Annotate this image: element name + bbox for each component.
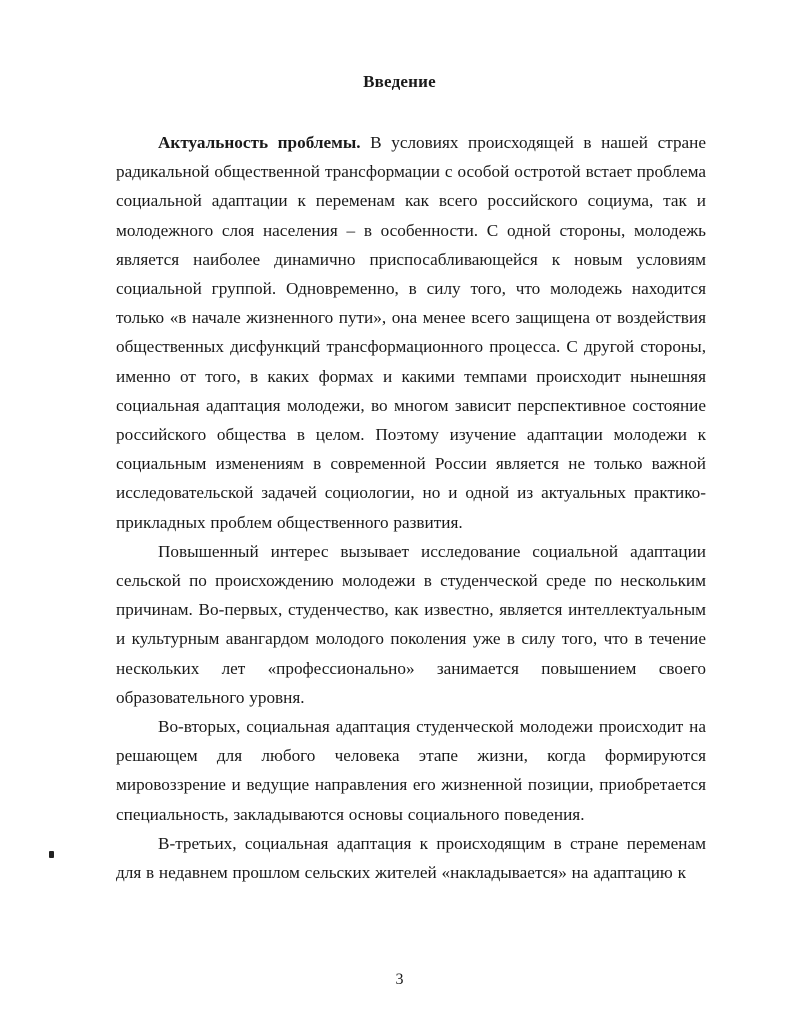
scan-mark xyxy=(49,851,54,858)
paragraph-4: В-третьих, социальная адаптация к происходящим в стране переменам для в недавнем прошлом сельских жителей «накладывается» на адаптацию к xyxy=(116,833,706,883)
page-number: 3 xyxy=(395,971,404,988)
paragraph-2: Повышенный интерес вызывает исследование социальной адаптации сельской по происхождению молодежи в студенческой среде по нескольким причинам. Во-первых, студенчество, как известно, является интеллектуальным и культурным авангардом молодого поколения уже в силу того, что в течение нескольких лет «профессионально» занимается повышением своего образовательного уровня. xyxy=(116,541,706,707)
section-title: Введение xyxy=(363,72,436,91)
paragraph-3: Во-вторых, социальная адаптация студенческой молодежи происходит на решающем для любого человека этапе жизни, когда формируются мировоззрение и ведущие направления его жизненной позиции, приобретается специальность, закладываются основы социального поведения. xyxy=(116,717,706,824)
paragraph-1-text: В условиях происходящей в нашей стране радикальной общественной трансформации с особой остротой встает проблема социальной адаптации к переменам как всего российского социума, так и молодежного слоя населения – в особенности. С одной стороны, молодежь является наиболее динамично приспосабливающейся к новым условиям социальной группой. Одновременно, в силу того, что молодежь находится только «в начале жизненного пути», она менее всего защищена от воздействия общественных дисфункций трансформационного процесса. С другой стороны, именно от того, в каких формах и какими темпами происходит нынешняя социальная адаптация молодежи, во многом зависит перспективное состояние российского общества в целом. Поэтому изучение адаптации молодежи к социальным изменениям в современной России является не только важной исследовательской задачей социологии, но и одной из актуальных практико-прикладных проблем общественного развития. xyxy=(116,133,706,532)
body-text xyxy=(116,128,706,887)
paragraph-lead: Актуальность проблемы. xyxy=(158,133,361,152)
paragraph-1 xyxy=(116,128,706,537)
